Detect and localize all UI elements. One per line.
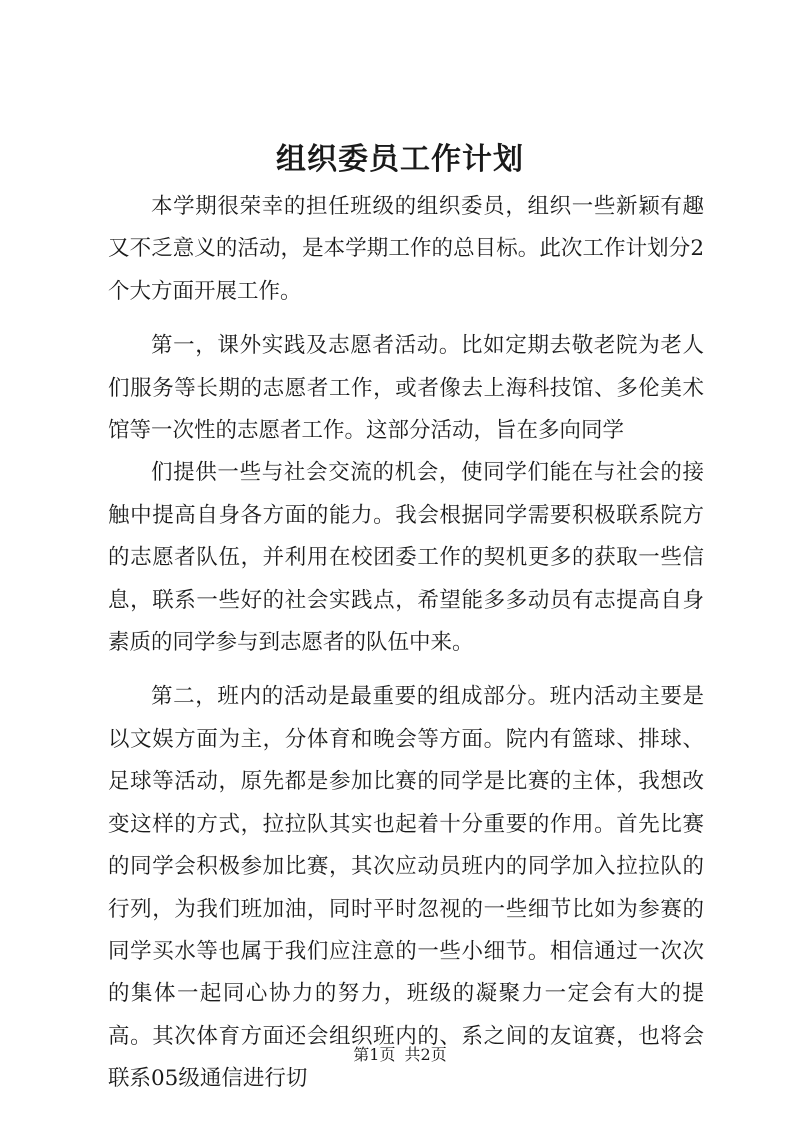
page-number: 第1页 [353,1045,396,1064]
document-body [108,186,704,1101]
page-title: 组织委员工作计划 [276,142,524,177]
page-total: 共2页 [404,1045,447,1064]
paragraph-second-point: 第二，班内的活动是最重要的组成部分。班内活动主要是以文娱方面为主，分体育和晚会等方面。院内有篮球、排球、足球等活动，原先都是参加比赛的同学是比赛的主体，我想改变这样的方式，拉拉队其实也起着十分重要的作用。首先比赛的同学会积极参加比赛，其次应动员班内的同学加入拉拉队的行列，为我们班加油，同时平时忽视的一些细节比如为参赛的同学买水等也属于我们应注意的一些小细节。相信通过一次次的集体一起同心协力的努力，班级的凝聚力一定会有大的提高。其次体育方面还会组织班内的、系之间的友谊赛，也将会联系05级通信进行切 [108,684,704,1092]
paragraph-intro: 本学期很荣幸的担任班级的组织委员，组织一些新颖有趣又不乏意义的活动，是本学期工作的总目标。此次工作计划分2个大方面开展工作。 [108,194,704,304]
page-footer [0,1045,800,1065]
paragraph-first-point-continued: 们提供一些与社会交流的机会，使同学们能在与社会的接触中提高自身各方面的能力。我会根据同学需要积极联系院方的志愿者队伍，并利用在校团委工作的契机更多的获取一些信息，联系一些好的社会实践点，希望能多多动员有志提高自身素质的同学参与到志愿者的队伍中来。 [108,460,704,656]
paragraph-first-point: 第一，课外实践及志愿者活动。比如定期去敬老院为老人们服务等长期的志愿者工作，或者像去上海科技馆、多伦美术馆等一次性的志愿者工作。这部分活动，旨在多向同学 [108,333,704,444]
